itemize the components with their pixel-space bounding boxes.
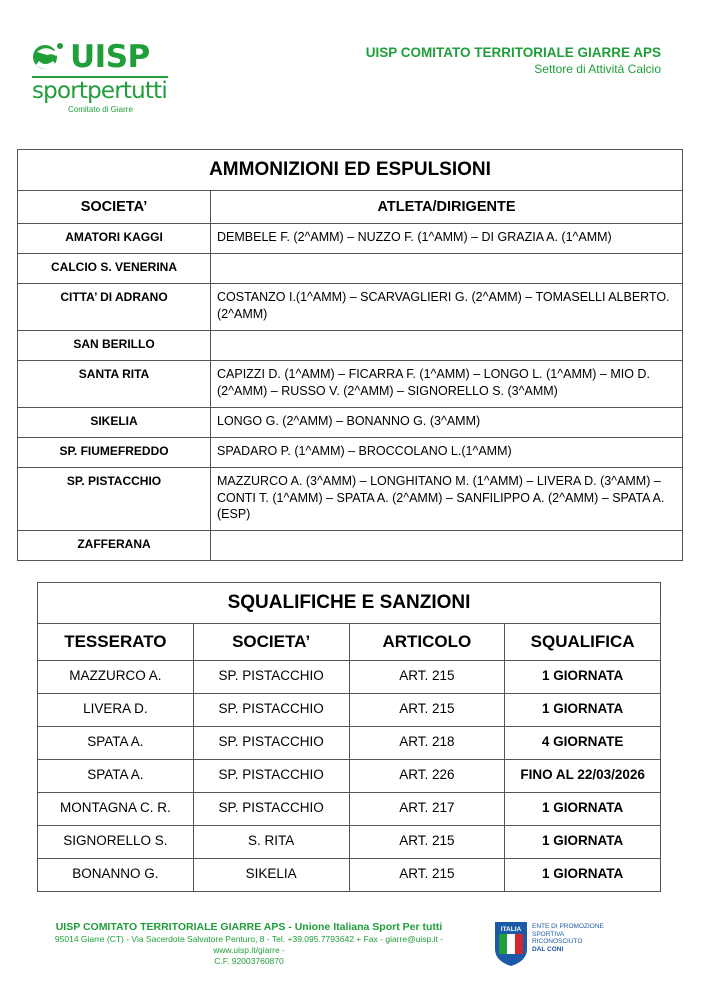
tesserato-cell: BONANNO G. xyxy=(38,859,194,892)
squalifica-cell: 1 GIORNATA xyxy=(505,859,661,892)
table-row xyxy=(38,760,661,793)
table-row xyxy=(18,284,683,331)
table-row xyxy=(38,694,661,727)
articolo-cell: ART. 218 xyxy=(349,727,505,760)
atleti-cell xyxy=(211,531,683,561)
squalifica-cell: 1 GIORNATA xyxy=(505,694,661,727)
table-row xyxy=(18,438,683,468)
table-row xyxy=(18,331,683,361)
header xyxy=(366,45,661,77)
coni-badge xyxy=(494,921,614,969)
atleti-cell xyxy=(211,254,683,284)
uisp-runner-logo-icon xyxy=(32,41,66,73)
tesserato-cell: SIGNORELLO S. xyxy=(38,826,194,859)
articolo-cell: ART. 217 xyxy=(349,793,505,826)
table-row xyxy=(38,661,661,694)
squalifica-cell: 1 GIORNATA xyxy=(505,826,661,859)
table-row xyxy=(38,859,661,892)
footer-cf: C.F. 92003760870 xyxy=(214,956,284,966)
societa-cell: CITTA’ DI ADRANO xyxy=(18,284,211,331)
uisp-logo xyxy=(32,40,177,125)
footer-title: UISP COMITATO TERRITORIALE GIARRE APS - Unione Italiana Sport Per tutti xyxy=(55,921,443,933)
societa-cell: SAN BERILLO xyxy=(18,331,211,361)
col-header-squalifica: SQUALIFICA xyxy=(505,624,661,661)
societa-cell: SP. PISTACCHIO xyxy=(18,468,211,531)
table-row xyxy=(18,531,683,561)
logo-uisp-text: UISP xyxy=(70,39,150,75)
societa-cell: SP. PISTACCHIO xyxy=(193,793,349,826)
table-row xyxy=(18,468,683,531)
tesserato-cell: MAZZURCO A. xyxy=(38,661,194,694)
coni-line: ENTE DI PROMOZIONE xyxy=(532,923,604,930)
squalifiche-table xyxy=(37,582,661,892)
ammonizioni-title: AMMONIZIONI ED ESPULSIONI xyxy=(18,150,683,191)
atleti-cell: CAPIZZI D. (1^AMM) – FICARRA F. (1^AMM) – LONGO L. (1^AMM) – MIO D. (2^AMM) – RUSSO V. (2^AMM) – SIGNORELLO S. (3^AMM) xyxy=(211,361,683,408)
table-row xyxy=(38,793,661,826)
societa-cell: SP. FIUMEFREDDO xyxy=(18,438,211,468)
table-row xyxy=(18,254,683,284)
col-header-societa: SOCIETA’ xyxy=(18,191,211,224)
coni-line: RICONOSCIUTO xyxy=(532,938,583,945)
societa-cell: AMATORI KAGGI xyxy=(18,224,211,254)
squalifica-cell: 1 GIORNATA xyxy=(505,661,661,694)
atleti-cell: DEMBELE F. (2^AMM) – NUZZO F. (1^AMM) – DI GRAZIA A. (1^AMM) xyxy=(211,224,683,254)
coni-line: SPORTIVA xyxy=(532,930,565,938)
articolo-cell: ART. 226 xyxy=(349,760,505,793)
header-title: UISP COMITATO TERRITORIALE GIARRE APS xyxy=(365,45,661,60)
atleti-cell: SPADARO P. (1^AMM) – BROCCOLANO L.(1^AMM) xyxy=(211,438,683,468)
atleti-cell: MAZZURCO A. (3^AMM) – LONGHITANO M. (1^AMM) – LIVERA D. (3^AMM) – CONTI T. (1^AMM) – SPATA A. (2^AMM) – SANFILIPPO A. (2^AMM) – SPATA A. (ESP) xyxy=(211,468,683,531)
ammonizioni-table xyxy=(17,149,683,561)
atleti-cell: COSTANZO I.(1^AMM) – SCARVAGLIERI G. (2^AMM) – TOMASELLI ALBERTO. (2^AMM) xyxy=(211,284,683,331)
logo-sportpertutti: sportpertutti xyxy=(32,78,167,104)
articolo-cell: ART. 215 xyxy=(349,826,505,859)
table-row xyxy=(18,361,683,408)
table-row xyxy=(38,727,661,760)
societa-cell: ZAFFERANA xyxy=(18,531,211,561)
tesserato-cell: MONTAGNA C. R. xyxy=(38,793,194,826)
atleti-cell: LONGO G. (2^AMM) – BONANNO G. (3^AMM) xyxy=(211,408,683,438)
table-row xyxy=(18,408,683,438)
articolo-cell: ART. 215 xyxy=(349,859,505,892)
squalifica-cell: 4 GIORNATE xyxy=(505,727,661,760)
col-header-societa: SOCIETA’ xyxy=(193,624,349,661)
coni-italia-text: ITALIA xyxy=(500,926,522,933)
societa-cell: SP. PISTACCHIO xyxy=(193,661,349,694)
col-header-tesserato: TESSERATO xyxy=(38,624,194,661)
footer-address: 95014 Giarre (CT) - Via Sacerdote Salvatore Penturo, 8 - Tel. +39.095.7793642 + Fax - giarre@uisp.it - www.uisp.it/giarre - xyxy=(54,934,444,955)
table-row xyxy=(38,826,661,859)
coni-line: DAL CONI xyxy=(532,945,564,953)
societa-cell: SP. PISTACCHIO xyxy=(193,760,349,793)
logo-comitato: Comitato di Giarre xyxy=(68,105,133,114)
table-row xyxy=(18,224,683,254)
articolo-cell: ART. 215 xyxy=(349,694,505,727)
col-header-articolo: ARTICOLO xyxy=(349,624,505,661)
societa-cell: SIKELIA xyxy=(18,408,211,438)
societa-cell: SP. PISTACCHIO xyxy=(193,727,349,760)
societa-cell: CALCIO S. VENERINA xyxy=(18,254,211,284)
societa-cell: S. RITA xyxy=(193,826,349,859)
tesserato-cell: SPATA A. xyxy=(38,727,194,760)
footer xyxy=(30,921,468,967)
squalifica-cell: FINO AL 22/03/2026 xyxy=(505,760,661,793)
header-subtitle: Settore di Attività Calcio xyxy=(534,62,661,76)
col-header-atleta: ATLETA/DIRIGENTE xyxy=(211,191,683,224)
tesserato-cell: SPATA A. xyxy=(38,760,194,793)
atleti-cell xyxy=(211,331,683,361)
articolo-cell: ART. 215 xyxy=(349,661,505,694)
societa-cell: SIKELIA xyxy=(193,859,349,892)
tesserato-cell: LIVERA D. xyxy=(38,694,194,727)
squalifica-cell: 1 GIORNATA xyxy=(505,793,661,826)
squalifiche-title: SQUALIFICHE E SANZIONI xyxy=(38,583,661,624)
coni-text xyxy=(532,923,604,953)
societa-cell: SANTA RITA xyxy=(18,361,211,408)
coni-shield-icon xyxy=(494,921,528,967)
societa-cell: SP. PISTACCHIO xyxy=(193,694,349,727)
